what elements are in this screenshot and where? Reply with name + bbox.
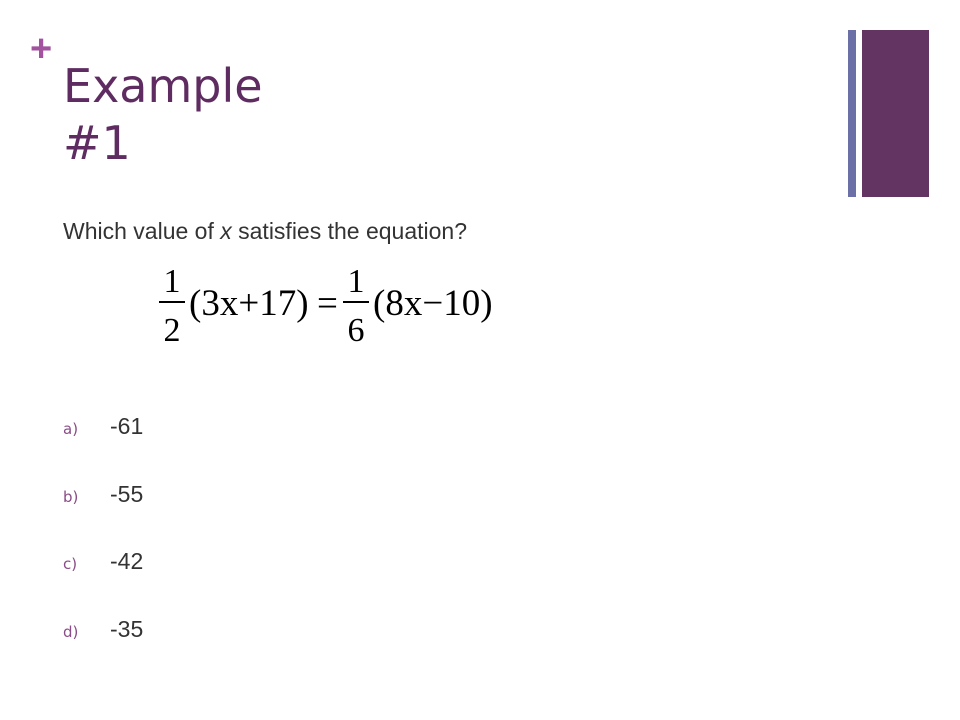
choice-letter: c)	[63, 555, 78, 573]
right-expression: (8x−10)	[373, 283, 493, 324]
choice-value: -42	[110, 548, 144, 574]
left-fraction-denominator: 2	[163, 312, 181, 349]
title-line-2: #1	[63, 116, 131, 170]
decorative-bar-wide	[862, 30, 929, 197]
title-line-1: Example	[63, 59, 263, 113]
question-variable: x	[220, 218, 232, 244]
slide-title	[63, 58, 263, 172]
choice-value: -61	[110, 413, 144, 439]
question-text	[63, 218, 467, 245]
choice-letter: b)	[63, 487, 79, 506]
question-prefix: Which value of	[63, 218, 221, 244]
choice-b[interactable]	[63, 481, 143, 549]
plus-icon: +	[30, 28, 53, 70]
left-expression: (3x+17)	[189, 283, 309, 324]
left-fraction-numerator: 1	[163, 263, 181, 300]
equation	[155, 255, 505, 355]
choice-value: -35	[110, 615, 144, 642]
equals-sign: =	[317, 283, 338, 324]
choice-letter: a)	[63, 420, 79, 438]
choice-c[interactable]	[63, 548, 143, 616]
choice-a[interactable]	[63, 413, 143, 481]
choice-value: -55	[110, 480, 144, 507]
choice-letter: d)	[63, 622, 79, 641]
right-fraction-numerator: 1	[347, 263, 365, 300]
decorative-bar-thin	[848, 30, 856, 197]
answer-choices	[63, 413, 143, 683]
choice-d[interactable]	[63, 616, 143, 684]
right-fraction-denominator: 6	[347, 312, 365, 349]
question-suffix: satisfies the equation?	[231, 218, 468, 244]
